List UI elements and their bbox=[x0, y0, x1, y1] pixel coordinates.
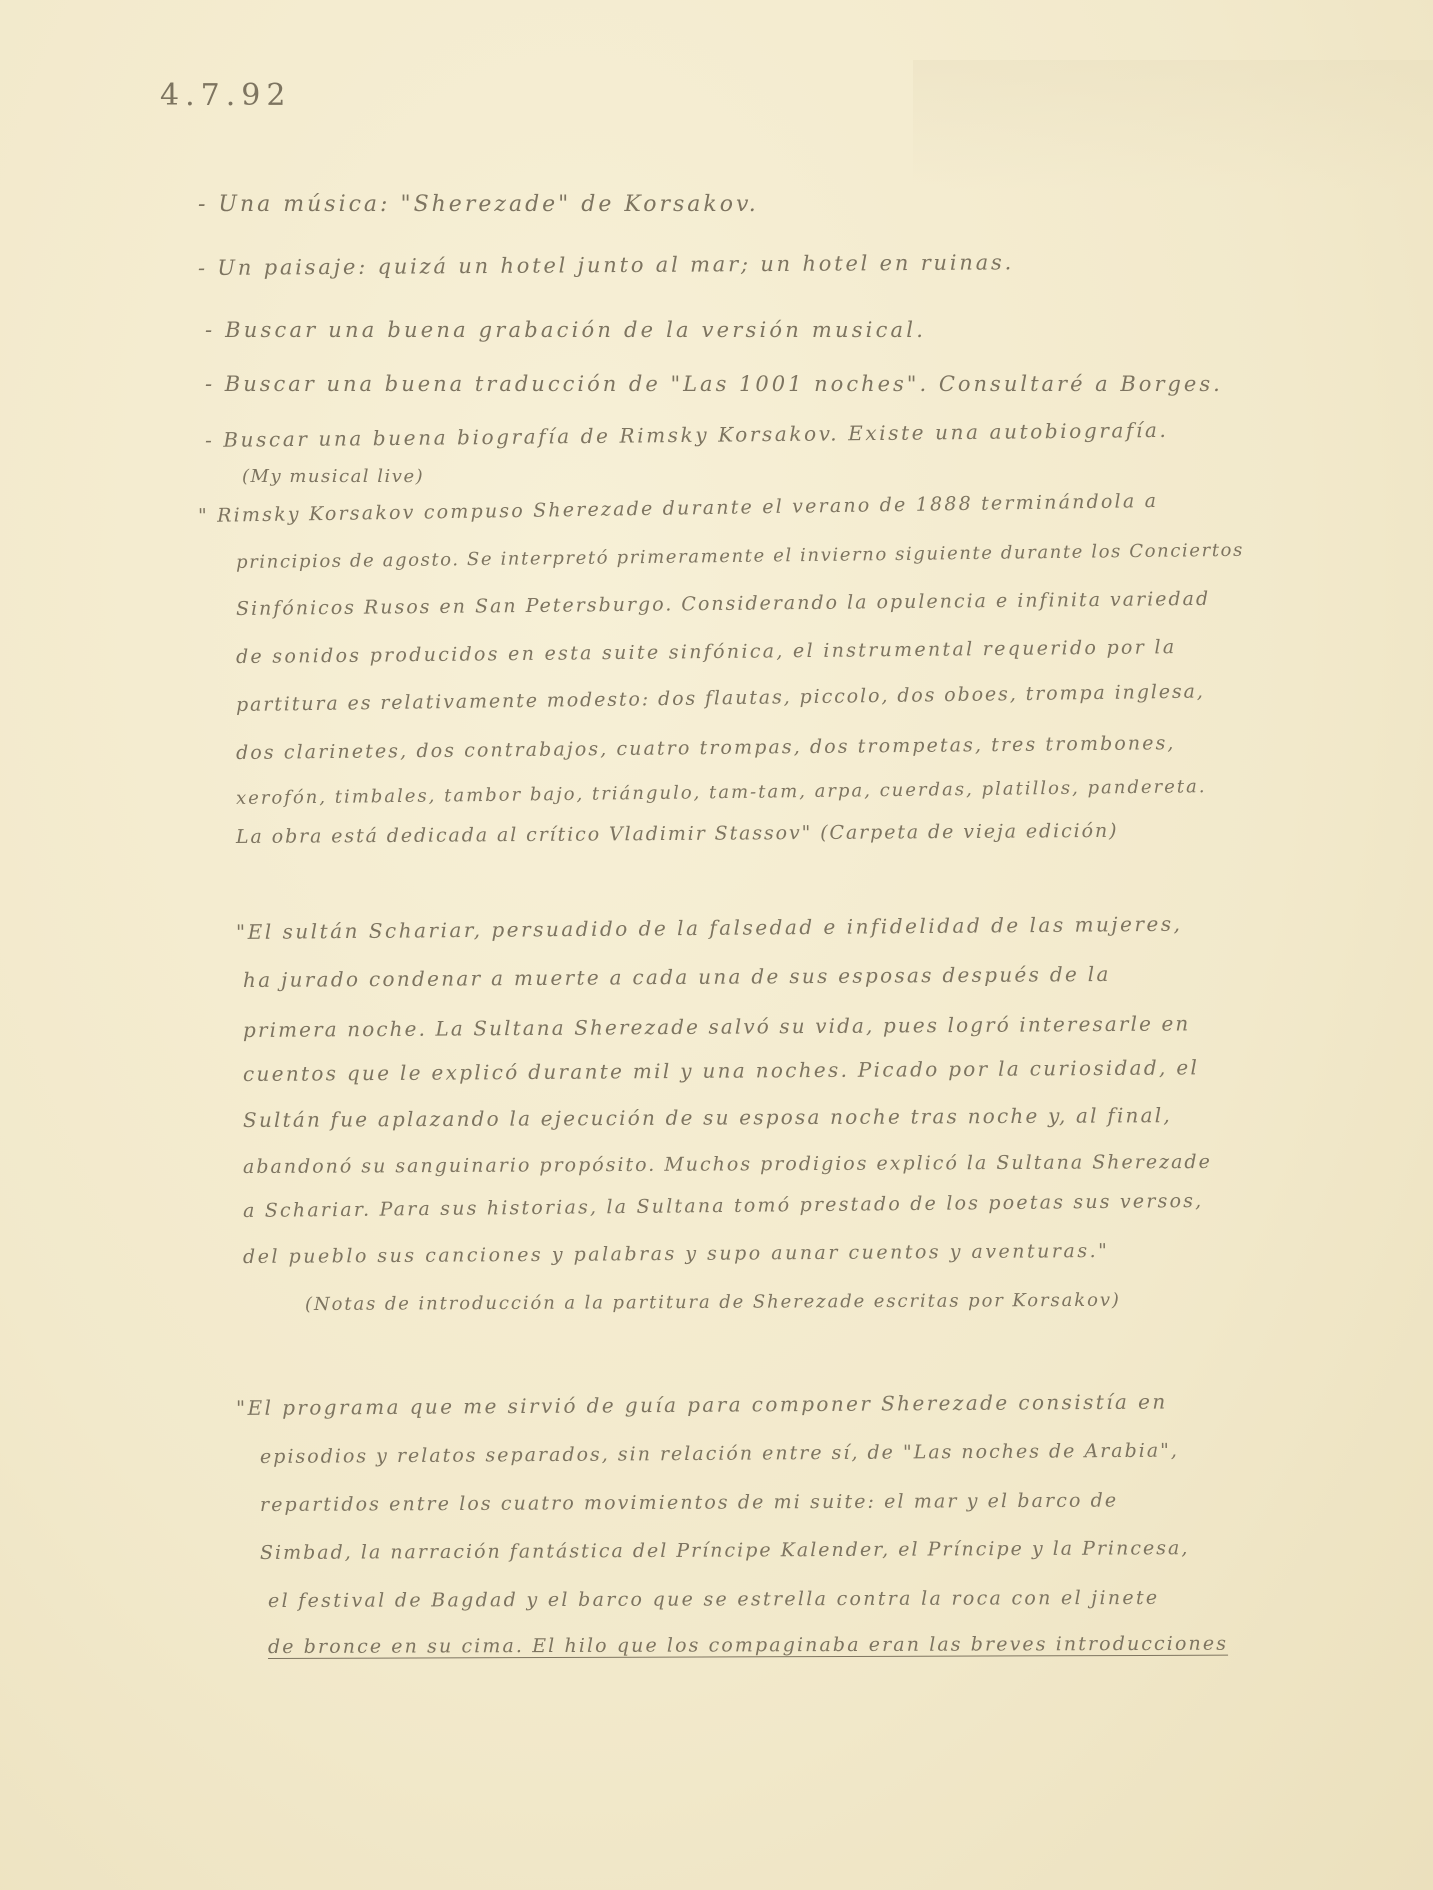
quote1-line: principios de agosto. Se interpretó primeramente el invierno siguiente durante los Conciertos bbox=[235, 539, 1244, 573]
paper-smudge bbox=[913, 60, 1433, 190]
quote3-line: episodios y relatos separados, sin relación entre sí, de "Las noches de Arabia", bbox=[259, 1439, 1179, 1468]
quote1-line: partitura es relativamente modesto: dos flautas, piccolo, dos oboes, trompa inglesa, bbox=[235, 680, 1205, 716]
note-item-translation: - Buscar una buena traducción de "Las 1001 noches". Consultaré a Borges. bbox=[205, 372, 1223, 396]
quote2-line: del pueblo sus canciones y palabras y supo aunar cuentos y aventuras." bbox=[242, 1239, 1110, 1268]
quote1-line: Sinfónicos Rusos en San Petersburgo. Considerando la opulencia e infinita variedad bbox=[235, 587, 1211, 620]
note-item-biography: - Buscar una buena biografía de Rimsky Korsakov. Existe una autobiografía. bbox=[204, 417, 1169, 452]
date-heading: 4.7.92 bbox=[160, 78, 292, 113]
note-item-recording: - Buscar una buena grabación de la versión musical. bbox=[205, 318, 927, 342]
quote2-line: abandonó su sanguinario propósito. Muchos prodigios explicó la Sultana Sherezade bbox=[242, 1150, 1212, 1178]
note-item-landscape: - Un paisaje: quizá un hotel junto al mar; un hotel en ruinas. bbox=[197, 250, 1015, 280]
quote1-line: La obra está dedicada al crítico Vladimir Stassov" (Carpeta de vieja edición) bbox=[235, 819, 1119, 848]
quote3-line: "El programa que me sirvió de guía para componer Sherezade consistía en bbox=[235, 1389, 1168, 1420]
quote2-line: cuentos que le explicó durante mil y una noches. Picado por la curiosidad, el bbox=[242, 1055, 1200, 1086]
quote3-line: repartidos entre los cuatro movimientos de mi suite: el mar y el barco de bbox=[259, 1489, 1119, 1516]
quote1-line: de sonidos producidos en esta suite sinfónica, el instrumental requerido por la bbox=[235, 636, 1177, 668]
quote2-line: a Schariar. Para sus historias, la Sultana tomó prestado de los poetas sus versos, bbox=[242, 1189, 1204, 1222]
quote2-line: Sultán fue aplazando la ejecución de su esposa noche tras noche y, al final, bbox=[242, 1103, 1172, 1132]
quote3-line: de bronce en su cima. El hilo que los compaginaba eran las breves introducciones bbox=[267, 1632, 1229, 1658]
quote2-line: "El sultán Schariar, persuadido de la falsedad e infidelidad de las mujeres, bbox=[235, 911, 1183, 944]
note-item-biography-title: (My musical live) bbox=[242, 466, 425, 487]
quote2-source: (Notas de introducción a la partitura de Sherezade escritas por Korsakov) bbox=[304, 1289, 1121, 1315]
quote3-line: Simbad, la narración fantástica del Príncipe Kalender, el Príncipe y la Princesa, bbox=[259, 1537, 1190, 1564]
quote1-line: xerofón, timbales, tambor bajo, triángulo, tam-tam, arpa, cuerdas, platillos, pandereta. bbox=[235, 776, 1207, 809]
quote1-line: dos clarinetes, dos contrabajos, cuatro trompas, dos trompetas, tres trombones, bbox=[235, 732, 1176, 764]
quote2-line: ha jurado condenar a muerte a cada una de sus esposas después de la bbox=[242, 961, 1111, 992]
quote3-line: el festival de Bagdad y el barco que se estrella contra la roca con el jinete bbox=[267, 1586, 1160, 1612]
note-item-music: - Una música: "Sherezade" de Korsakov. bbox=[198, 192, 759, 217]
quote2-line: primera noche. La Sultana Sherezade salvó su vida, pues logró interesarle en bbox=[242, 1011, 1191, 1042]
quote1-line: " Rimsky Korsakov compuso Sherezade durante el verano de 1888 terminándola a bbox=[197, 489, 1159, 527]
